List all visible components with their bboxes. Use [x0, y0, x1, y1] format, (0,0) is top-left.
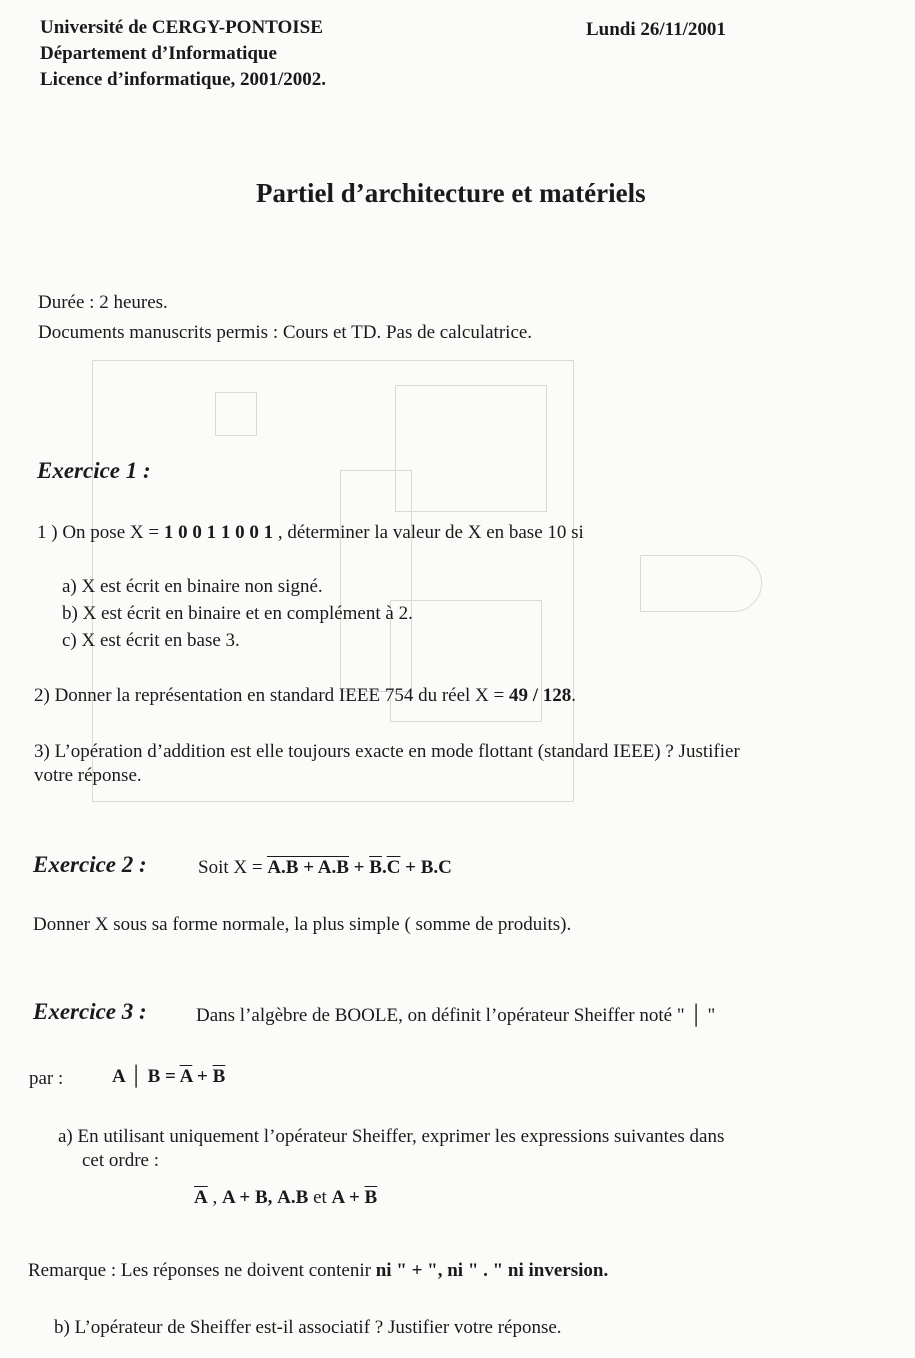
ex3-expr-not-a: $\overline{A}$ [194, 1187, 208, 1208]
university-name: Université de CERGY-PONTOISE [40, 17, 323, 38]
ex1-q2-prefix: 2) Donner la représentation en standard IEEE 754 du réel X = [34, 685, 509, 706]
ex1-question-2 [34, 683, 576, 709]
ex1-q2-value: 49 / 128 [509, 685, 572, 706]
ex1-q1-item-c: c) X est écrit en base 3. [62, 630, 240, 651]
ex2-instruction: Donner X sous sa forme normale, la plus simple ( somme de produits). [33, 914, 572, 935]
ex1-q1-item-a: a) X est écrit en binaire non signé. [62, 576, 323, 597]
page-title: Partiel d’architecture et matériels [256, 178, 646, 208]
ex3-expr-not-b: $\overline{B}$ [364, 1187, 378, 1208]
ex2-outer-negation [267, 857, 349, 879]
ex3-expressions [194, 1187, 377, 1209]
ex1-q1-binary-value: 1 0 0 1 1 0 0 1 [163, 522, 274, 543]
ex3-def-b: $\overline{B}$ [212, 1066, 226, 1087]
ex2-term3-dot: . [381, 857, 387, 878]
ex3-expr-a-plus-b: A + B, [221, 1187, 273, 1208]
ex3-def-lhs: A │ B = [112, 1066, 180, 1087]
ex2-term1-a: $\overline{A}$ [267, 857, 282, 878]
ex3-qb: b) L’opérateur de Sheiffer est-il associatif ? Justifier votre réponse. [54, 1317, 562, 1338]
ex3-qa-line-1: a) En utilisant uniquement l’opérateur Sheiffer, exprimer les expressions suivantes dans [58, 1126, 725, 1147]
ex1-q1-suffix: , déterminer la valeur de X en base 10 si [273, 522, 584, 543]
licence-year: Licence d’informatique, 2001/2002. [40, 69, 327, 90]
ex2-plus-3: + [400, 857, 421, 878]
ex1-question-3-line-1: 3) L’opération d’addition est elle toujours exacte en mode flottant (standard IEEE) ? Justifier [34, 741, 740, 762]
ex3-expr-a-dot-b: A.B [277, 1187, 309, 1208]
ex2-term1-dot: . [281, 857, 286, 878]
ex2-term3-c: $\overline{C}$ [386, 857, 401, 878]
exercise-3-heading: Exercice 3 : [33, 999, 147, 1024]
ex2-term1-b: $\overline{B}$ [285, 857, 299, 878]
ex1-question-3-line-2: votre réponse. [34, 765, 142, 786]
ex3-definition [112, 1066, 225, 1088]
ex2-term3-b: $\overline{B}$ [369, 857, 382, 878]
ex3-remark-prefix: Remarque : Les réponses ne doivent contenir [28, 1260, 376, 1281]
ex3-par: par : [29, 1068, 64, 1089]
documents-text: Documents manuscrits permis : Cours et TD. Pas de calculatrice. [38, 322, 533, 343]
exercise-1-heading: Exercice 1 : [37, 458, 151, 483]
ex2-term2: A.B [317, 857, 349, 878]
ex3-def-plus: + [192, 1066, 213, 1087]
ex3-qa-line-2: cet ordre : [82, 1150, 160, 1171]
ex3-intro: Dans l’algèbre de BOOLE, on définit l’opérateur Sheiffer noté " │ " [196, 1005, 716, 1026]
exam-date: Lundi 26/11/2001 [586, 19, 726, 40]
ex2-term4: B.C [420, 857, 452, 878]
ex2-plus-1: + [298, 857, 318, 878]
ex3-expr-a-plus: A + [331, 1187, 365, 1208]
ex1-q2-suffix: . [571, 685, 577, 706]
duration-text: Durée : 2 heures. [38, 292, 168, 313]
ex2-expression [198, 857, 452, 879]
ex1-q1-item-b: b) X est écrit en binaire et en complément à 2. [62, 603, 413, 624]
ex3-remark-bold: ni " + ", ni " . " ni inversion. [375, 1260, 609, 1281]
ex3-et: et [308, 1187, 332, 1208]
exercise-2-heading: Exercice 2 : [33, 852, 147, 877]
department-name: Département d’Informatique [40, 43, 277, 64]
ex3-remark [28, 1258, 608, 1284]
ex1-question-1 [37, 520, 584, 546]
ex2-soit: Soit X = [198, 857, 268, 878]
ex1-q1-prefix: 1 ) On pose X = [37, 522, 164, 543]
ex2-plus-2: + [348, 857, 370, 878]
ex3-def-a: $\overline{A}$ [179, 1066, 193, 1087]
ex3-sep-1: , [207, 1187, 222, 1208]
